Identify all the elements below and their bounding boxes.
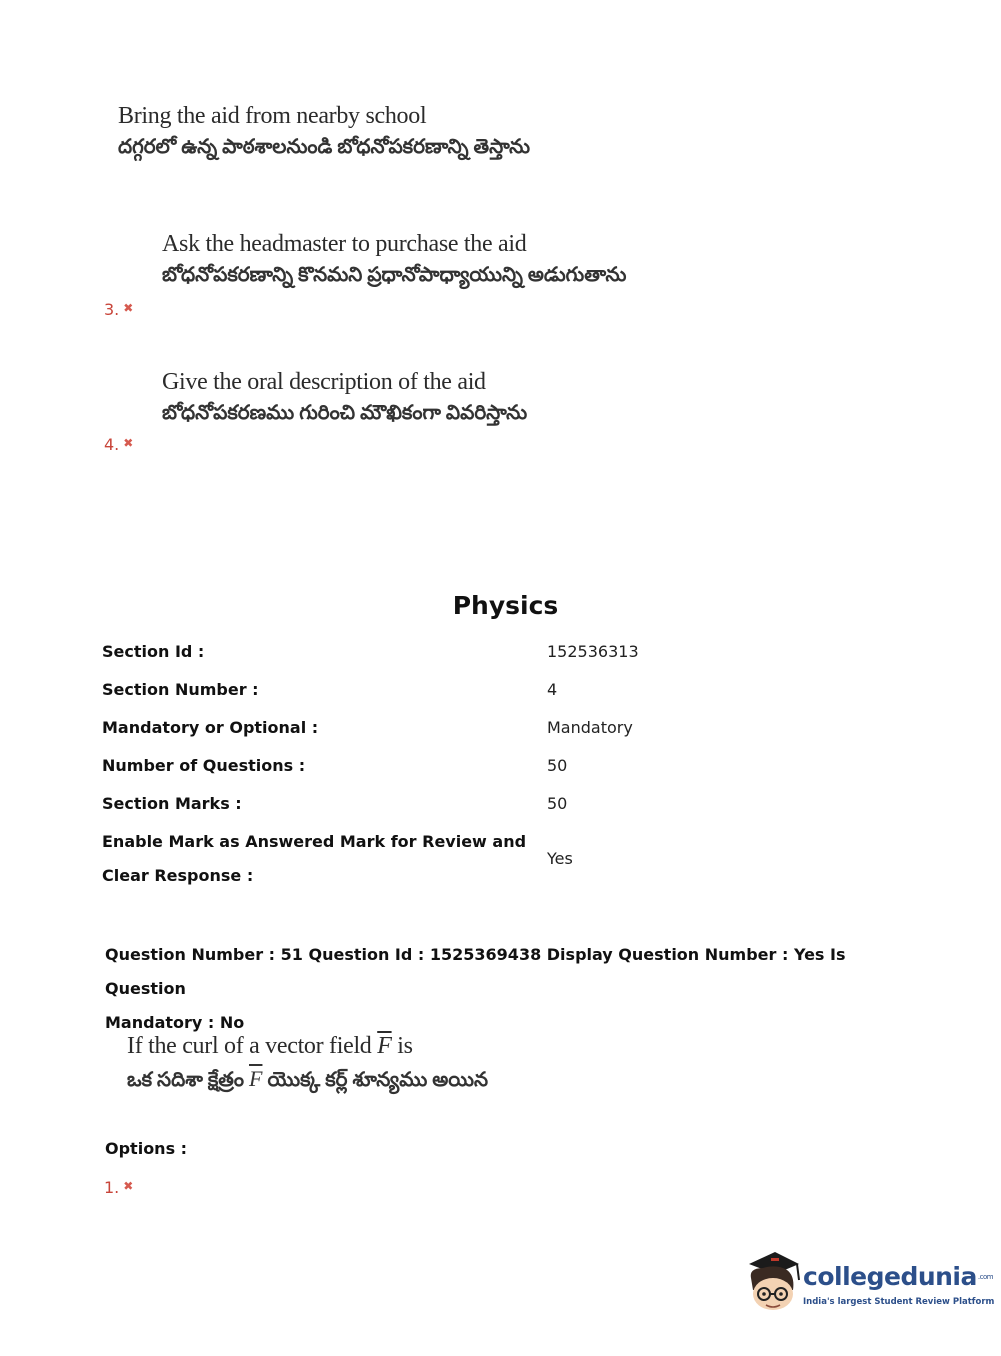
enable-mark-label-line1: Enable Mark as Answered Mark for Review and [102,832,527,851]
question-meta [105,938,905,1040]
brand-name-suffix: .com [977,1273,994,1281]
options-label: Options : [105,1139,188,1158]
option-2-text [118,103,530,163]
section-id-label: Section Id : [102,642,205,661]
option-telugu: బోధనోపకరణాన్ని కొనమని ప్రధానోపాధ్యాయున్ని అడుగుతాను [162,264,627,286]
wrong-cross-icon: ✖ [123,1179,134,1193]
question-telugu-suffix: యొక్క కర్ల్ శూన్యము అయిన [267,1069,489,1091]
brand-tagline: India's largest Student Review Platform [803,1297,995,1307]
question-text [127,1033,488,1096]
option-1-marker [104,1178,133,1197]
question-english [127,1033,488,1060]
option-english: Ask the headmaster to purchase the aid [162,231,527,257]
question-count-value: 50 [547,756,568,775]
question-meta-line1: Question Number : 51 Question Id : 1525369438 Display Question Number : Yes Is Question [105,945,846,998]
option-english: Give the oral description of the aid [162,369,486,395]
option-telugu: బోధనోపకరణము గురించి మౌఖికంగా వివరిస్తాను [162,402,528,424]
vector-f-symbol: $\overline{F}$ [249,1066,263,1091]
question-english-suffix: is [397,1033,413,1059]
question-telugu [127,1066,488,1096]
enable-mark-value: Yes [547,849,573,868]
wrong-cross-icon: ✖ [123,301,134,315]
brand-name [803,1262,993,1291]
section-number-value: 4 [547,680,558,699]
option-number: 1. [104,1178,120,1197]
brand-name-text: collegedunia [803,1262,977,1291]
question-count-label: Number of Questions : [102,756,306,775]
option-number: 4. [104,435,120,454]
section-title: Physics [452,591,559,620]
section-number-label: Section Number : [102,680,259,699]
section-marks-label: Section Marks : [102,794,242,813]
section-marks-value: 50 [547,794,568,813]
section-id-value: 152536313 [547,642,639,661]
option-telugu: దగ్గరలో ఉన్న పాఠశాలనుండి బోధనోపకరణాన్ని తెస్తాను [118,136,531,158]
question-english-prefix: If the curl of a vector field [127,1033,372,1059]
vector-f-symbol: $\overline{F}$ [377,1033,392,1059]
mandatory-label: Mandatory or Optional : [102,718,319,737]
wrong-cross-icon: ✖ [123,436,134,450]
question-telugu-prefix: ఒక సదిశా క్షేత్రం [127,1069,244,1091]
enable-mark-label-line2: Clear Response : [102,866,254,885]
option-4-text [162,369,527,429]
mandatory-value: Mandatory [547,718,633,737]
option-number: 3. [104,300,120,319]
option-4-marker [104,435,133,454]
option-3-text [162,231,626,291]
student-mascot-icon [743,1250,803,1320]
question-meta-line2: Mandatory : No [105,1013,245,1032]
collegedunia-logo [743,1250,995,1320]
option-english: Bring the aid from nearby school [118,103,427,129]
option-3-marker [104,300,133,319]
